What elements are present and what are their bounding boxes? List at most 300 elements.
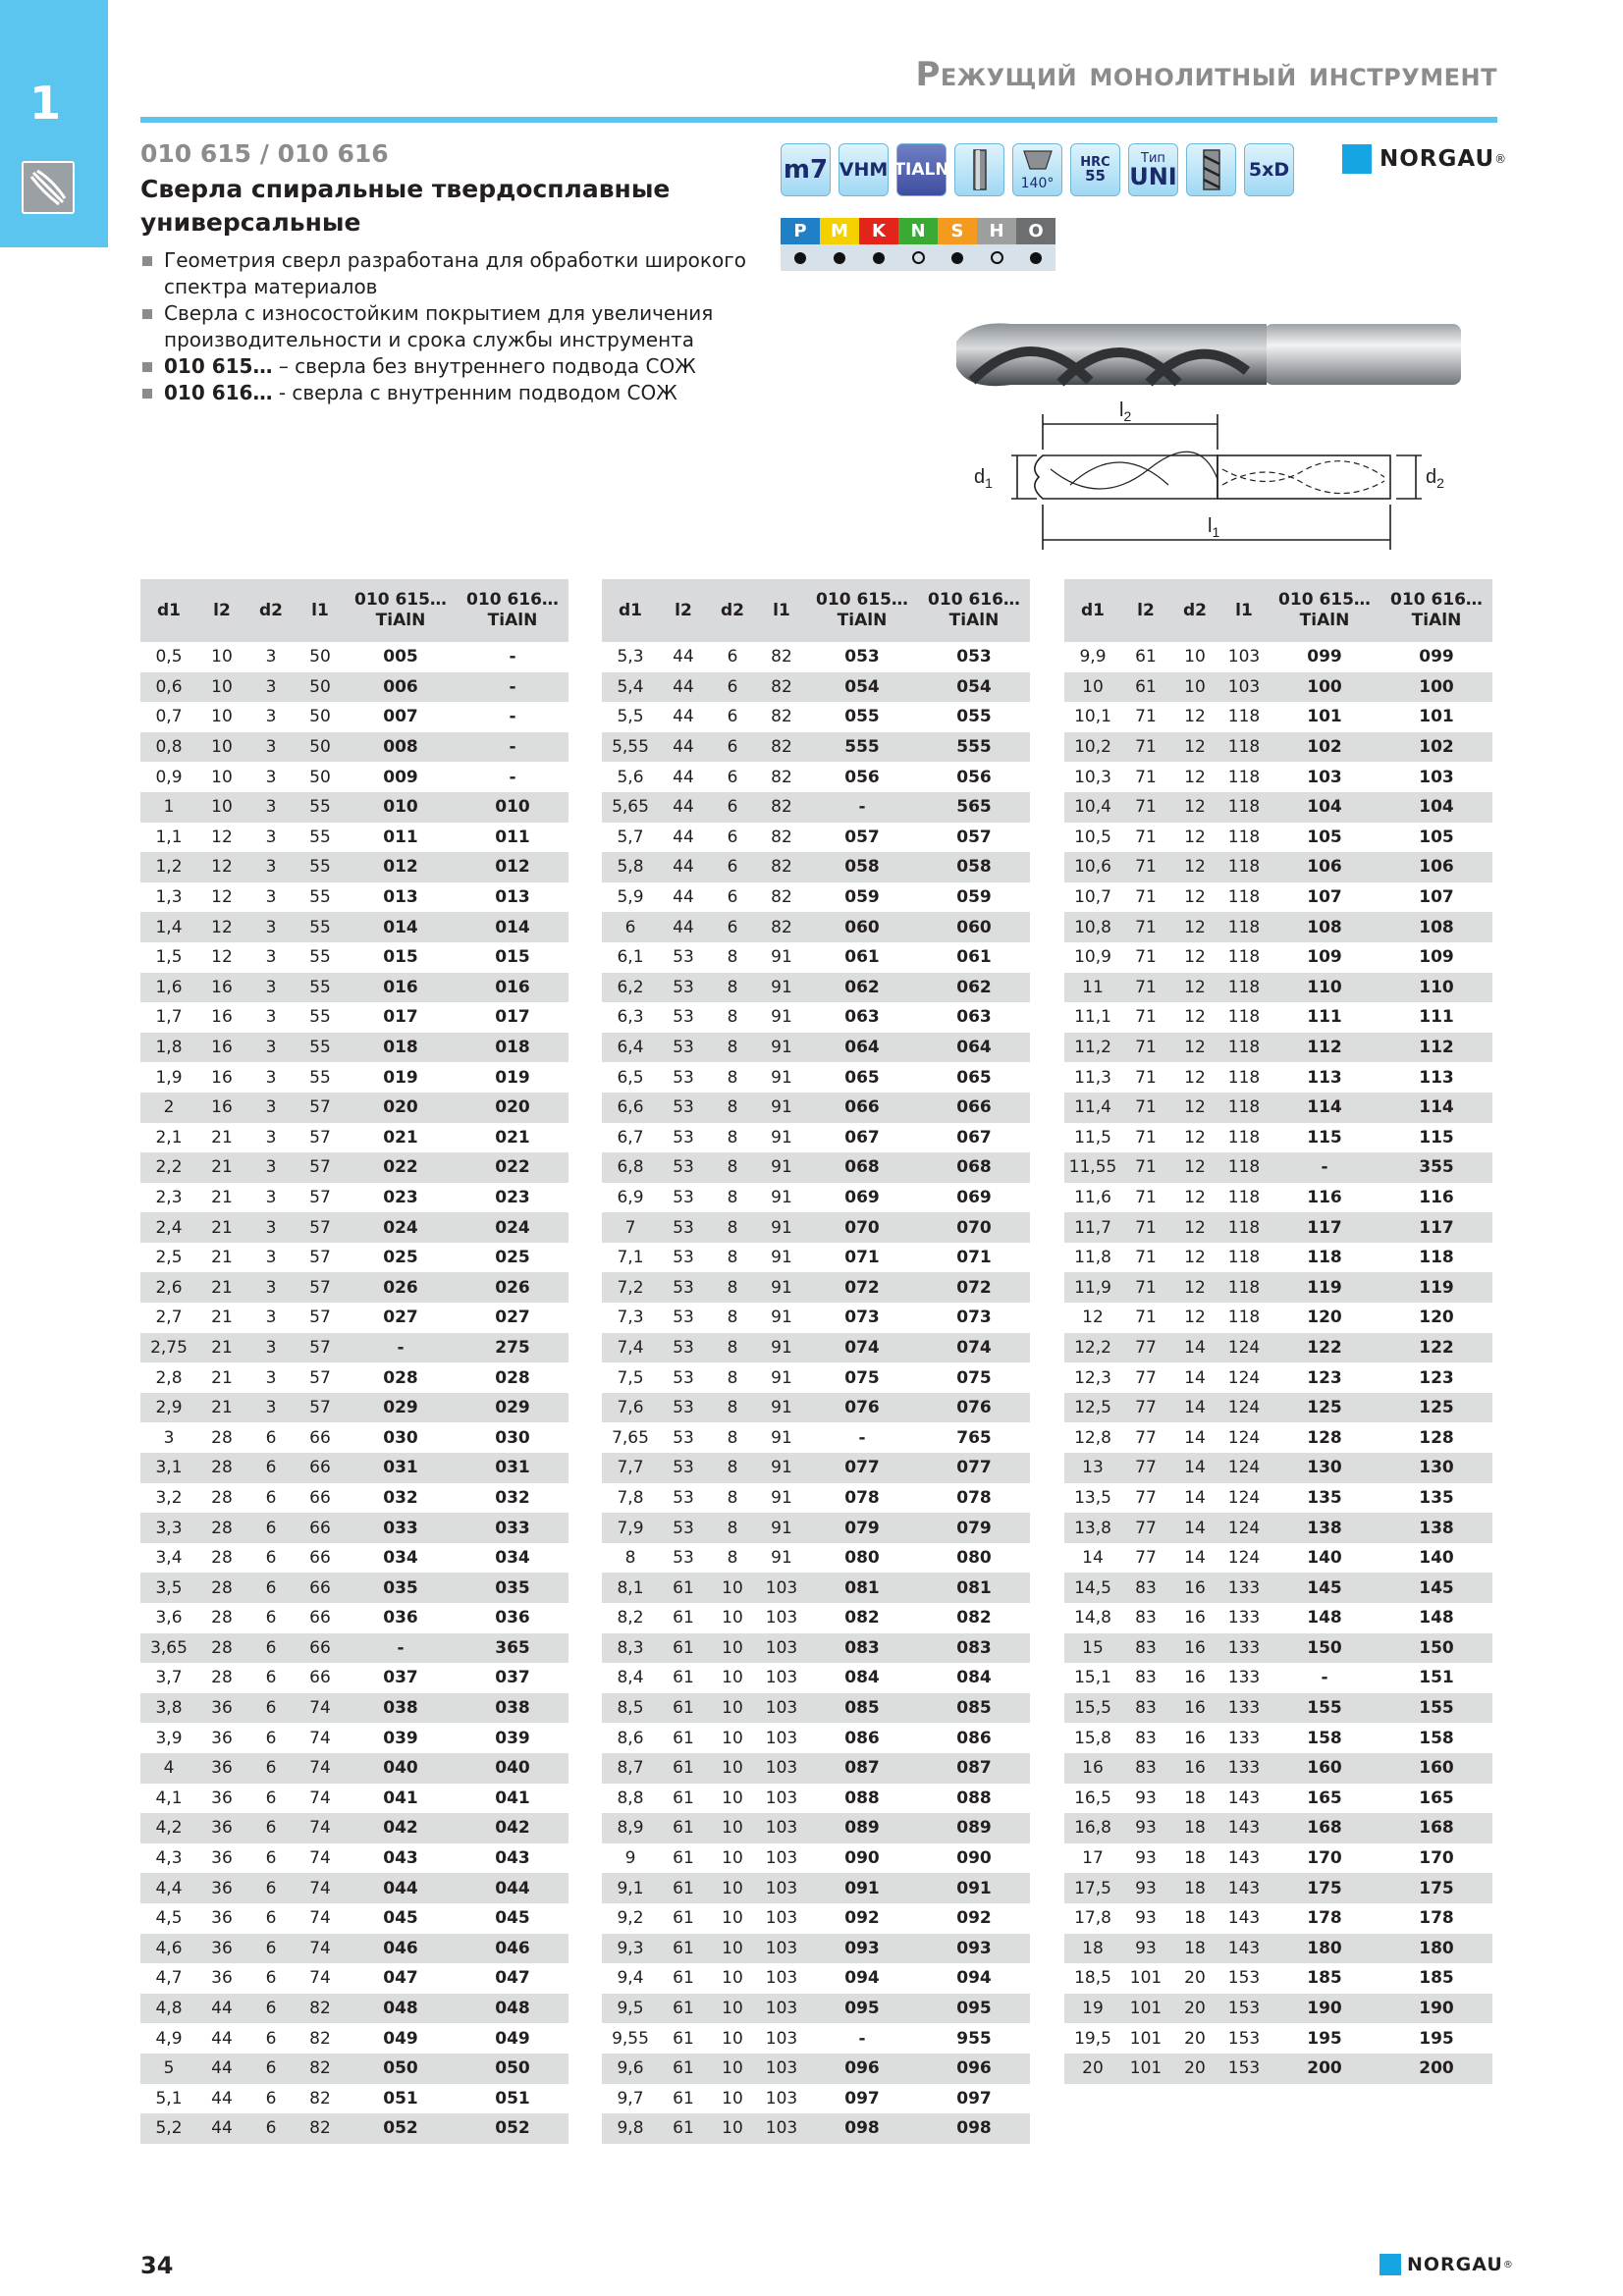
table-cell: 20: [1184, 1968, 1206, 1989]
table-cell: 046: [457, 1934, 568, 1964]
table-cell: 6: [727, 647, 738, 667]
table-cell: 051: [383, 2088, 418, 2109]
table-cell: 153: [1219, 2054, 1269, 2084]
table-cell: 12: [1170, 732, 1219, 763]
table-cell: 93: [1121, 1873, 1170, 1903]
table-cell: 118: [1227, 1248, 1261, 1268]
table-row: [140, 1513, 568, 1543]
table-cell: 056: [956, 767, 992, 787]
table-cell: 11,55: [1064, 1152, 1121, 1183]
table-cell: 035: [345, 1573, 457, 1603]
table-cell: 28: [197, 1573, 246, 1603]
table-cell: 16,8: [1064, 1813, 1121, 1843]
table-cell: 100: [1269, 672, 1380, 703]
table-cell: 6: [246, 1633, 296, 1664]
table-cell: 16: [1170, 1753, 1219, 1784]
table-row: [602, 1633, 1030, 1664]
table-cell: 5,6: [617, 767, 644, 787]
table-cell: 089: [918, 1813, 1030, 1843]
table-cell: 103: [757, 1813, 806, 1843]
col-d1: d1: [1064, 579, 1121, 642]
table-cell: 3,5: [140, 1573, 197, 1603]
table-cell: -: [1321, 1668, 1328, 1688]
table-cell: 101: [1121, 1994, 1170, 2024]
table-cell: 93: [1135, 1848, 1157, 1869]
table-cell: 10: [722, 1788, 743, 1808]
table-cell: 041: [495, 1788, 530, 1808]
table-cell: 112: [1269, 1033, 1380, 1063]
table-cell: 77: [1121, 1453, 1170, 1483]
table-cell: 103: [765, 1668, 798, 1688]
table-cell: 053: [956, 647, 992, 667]
table-cell: 150: [1269, 1633, 1380, 1664]
table-cell: 133: [1227, 1668, 1261, 1688]
table-row: [602, 1183, 1030, 1213]
table-cell: 099: [1307, 647, 1342, 667]
table-cell: 200: [1380, 2054, 1492, 2084]
table-row: [140, 1633, 568, 1664]
table-cell: 8,8: [617, 1788, 644, 1808]
table-row: [602, 1873, 1030, 1903]
table-cell: 6: [246, 1573, 296, 1603]
table-cell: 91: [757, 1212, 806, 1243]
table-cell: 076: [918, 1393, 1030, 1423]
table-cell: 66: [309, 1668, 331, 1688]
l1-label: $l_1$: [1208, 515, 1220, 540]
table-cell: 71: [1135, 1007, 1157, 1028]
table-row: [602, 2113, 1030, 2144]
table-cell: 096: [918, 2054, 1030, 2084]
table-row: [602, 792, 1030, 823]
table-cell: 36: [211, 1728, 233, 1748]
material-suitability-cell: [977, 244, 1016, 271]
table-cell: 6: [265, 2088, 277, 2109]
type-badge: [1128, 143, 1178, 196]
table-cell: 44: [673, 887, 694, 908]
table-row: [1064, 882, 1492, 913]
table-row: [602, 1422, 1030, 1453]
table-cell: 045: [383, 1908, 418, 1929]
feature-item: 010 616… - сверла с внутренним подводом СОЖ: [140, 380, 749, 406]
table-cell: 10: [1184, 647, 1206, 667]
table-row: [1064, 792, 1492, 823]
table-cell: 043: [495, 1848, 530, 1869]
table-cell: 6: [265, 1848, 277, 1869]
table-cell: 82: [296, 2054, 345, 2084]
table-cell: 71: [1121, 973, 1170, 1003]
table-cell: 1,2: [140, 852, 197, 882]
table-cell: 6: [246, 1453, 296, 1483]
table-cell: 7,9: [602, 1513, 659, 1543]
table-cell: 135: [1419, 1487, 1454, 1508]
table-cell: 122: [1380, 1333, 1492, 1363]
table-row: [140, 823, 568, 853]
table-cell: 072: [918, 1272, 1030, 1303]
table-cell: 072: [806, 1272, 918, 1303]
table-row: [602, 1693, 1030, 1724]
table-cell: 158: [1307, 1728, 1342, 1748]
table-cell: 087: [918, 1753, 1030, 1784]
table-cell: 61: [659, 1873, 708, 1903]
table-cell: 14: [1170, 1333, 1219, 1363]
table-cell: 133: [1219, 1693, 1269, 1724]
table-row: [140, 702, 568, 732]
col-l2: l2: [197, 579, 246, 642]
table-cell: 0,9: [155, 767, 183, 787]
drill-category-icon: [22, 161, 75, 214]
table-cell: 013: [495, 887, 530, 908]
table-cell: 140: [1419, 1548, 1454, 1569]
drill-table-3: [1064, 579, 1492, 2084]
table-row: [1064, 1603, 1492, 1633]
table-cell: 28: [197, 1513, 246, 1543]
table-row: [1064, 1843, 1492, 1874]
table-cell: 74: [309, 1728, 331, 1748]
table-row: [602, 1843, 1030, 1874]
table-cell: 019: [383, 1067, 418, 1088]
table-cell: 059: [956, 887, 992, 908]
table-cell: 6: [727, 767, 738, 787]
hardness-badge: [1070, 143, 1120, 196]
bullet-square-icon: [142, 256, 152, 266]
table-cell: 16: [1184, 1608, 1206, 1629]
table-cell: 71: [1135, 1127, 1157, 1148]
table-cell: 10: [722, 1968, 743, 1989]
table-cell: 61: [1121, 672, 1170, 703]
table-cell: 6: [265, 1908, 277, 1929]
table-cell: 060: [806, 912, 918, 942]
table-cell: 2,7: [155, 1308, 183, 1328]
table-cell: 073: [844, 1308, 880, 1328]
table-cell: 3: [246, 973, 296, 1003]
table-cell: 74: [296, 1873, 345, 1903]
table-cell: 36: [211, 1968, 233, 1989]
table-cell: 110: [1380, 973, 1492, 1003]
table-cell: 61: [673, 1608, 694, 1629]
table-header-row: [140, 579, 568, 642]
table-cell: 50: [309, 767, 331, 787]
table-cell: 91: [771, 1187, 792, 1207]
table-cell: 4,3: [155, 1848, 183, 1869]
table-cell: 12: [1184, 887, 1206, 908]
material-suitability-cell: [898, 244, 938, 271]
table-cell: 66: [309, 1548, 331, 1569]
table-cell: 3: [265, 1007, 277, 1028]
table-cell: 138: [1269, 1513, 1380, 1543]
table-cell: 10: [197, 792, 246, 823]
table-cell: 11,7: [1064, 1212, 1121, 1243]
table-cell: 16: [1170, 1573, 1219, 1603]
product-code: 010 615 / 010 616: [140, 139, 389, 168]
table-cell: 123: [1307, 1367, 1342, 1388]
table-cell: 91: [757, 1272, 806, 1303]
table-cell: 081: [918, 1573, 1030, 1603]
table-cell: 103: [1419, 767, 1454, 787]
table-cell: 83: [1135, 1728, 1157, 1748]
table-cell: 151: [1419, 1668, 1454, 1688]
table-cell: 6: [265, 1608, 277, 1629]
table-cell: 081: [806, 1573, 918, 1603]
table-cell: 153: [1227, 1968, 1261, 1989]
table-cell: 8: [708, 1033, 757, 1063]
table-cell: 097: [956, 2088, 992, 2109]
table-cell: 028: [383, 1367, 418, 1388]
table-cell: 118: [1227, 827, 1261, 847]
table-cell: 6: [708, 912, 757, 942]
table-cell: 057: [956, 827, 992, 847]
table-row: [602, 942, 1030, 973]
table-row: [1064, 973, 1492, 1003]
col-010616: 010 616… TiAlN: [457, 579, 568, 642]
table-cell: 6: [246, 1693, 296, 1724]
table-cell: 77: [1121, 1333, 1170, 1363]
hardness-value: 55: [1085, 167, 1106, 185]
table-cell: 025: [495, 1248, 530, 1268]
table-cell: 74: [309, 1848, 331, 1869]
table-cell: 103: [757, 1633, 806, 1664]
table-cell: 175: [1380, 1873, 1492, 1903]
bullet-square-icon: [142, 389, 152, 399]
table-cell: 16: [211, 1067, 233, 1088]
table-cell: 71: [1121, 852, 1170, 882]
table-row: [1064, 823, 1492, 853]
table-cell: 10: [211, 767, 233, 787]
table-cell: 18: [1170, 1813, 1219, 1843]
table-cell: 168: [1269, 1813, 1380, 1843]
table-row: [140, 1843, 568, 1874]
table-cell: 118: [1227, 1187, 1261, 1207]
table-cell: 44: [211, 2088, 233, 2109]
table-cell: 078: [956, 1487, 992, 1508]
table-cell: 3: [246, 852, 296, 882]
col-010616: 010 616… TiAlN: [1380, 579, 1492, 642]
table-cell: 11,1: [1074, 1007, 1111, 1028]
table-cell: 53: [659, 1333, 708, 1363]
material-suitability-cell: [859, 244, 898, 271]
table-cell: 029: [345, 1393, 457, 1423]
table-row: [1064, 1994, 1492, 2024]
table-cell: 038: [457, 1693, 568, 1724]
table-row: [140, 2023, 568, 2054]
table-header-row: [602, 579, 1030, 642]
table-cell: 037: [495, 1668, 530, 1688]
table-cell: 8: [708, 1333, 757, 1363]
table-cell: 8: [708, 1272, 757, 1303]
table-row: [602, 732, 1030, 763]
table-cell: 0,8: [140, 732, 197, 763]
col-l1: l1: [296, 579, 345, 642]
table-cell: 50: [309, 647, 331, 667]
table-cell: 91: [771, 1367, 792, 1388]
table-cell: 50: [296, 732, 345, 763]
table-cell: 124: [1219, 1453, 1269, 1483]
table-cell: 15: [1064, 1633, 1121, 1664]
table-cell: 042: [345, 1813, 457, 1843]
table-cell: 165: [1419, 1788, 1454, 1808]
table-row: [140, 1183, 568, 1213]
table-cell: 124: [1227, 1427, 1261, 1448]
table-cell: 032: [495, 1487, 530, 1508]
table-cell: 74: [296, 1753, 345, 1784]
table-cell: 087: [806, 1753, 918, 1784]
table-cell: 83: [1135, 1608, 1157, 1629]
d1-label: $d_1$: [974, 466, 993, 491]
type-label: Тип: [1141, 150, 1165, 166]
table-cell: 101: [1121, 2054, 1170, 2084]
table-cell: 122: [1269, 1333, 1380, 1363]
table-cell: 020: [345, 1093, 457, 1123]
table-cell: 6: [727, 827, 738, 847]
table-cell: 3: [246, 1152, 296, 1183]
table-cell: 61: [673, 1728, 694, 1748]
table-cell: 57: [296, 1393, 345, 1423]
table-cell: 18: [1184, 1848, 1206, 1869]
table-cell: 71: [1135, 887, 1157, 908]
table-cell: 165: [1307, 1788, 1342, 1808]
table-cell: 91: [757, 1513, 806, 1543]
table-row: [1064, 2023, 1492, 2054]
table-cell: 118: [1227, 707, 1261, 727]
table-cell: 066: [918, 1093, 1030, 1123]
table-cell: 82: [309, 2028, 331, 2049]
table-cell: 6,4: [602, 1033, 659, 1063]
table-cell: 12,5: [1064, 1393, 1121, 1423]
table-cell: 74: [296, 1693, 345, 1724]
table-cell: 8: [727, 1067, 738, 1088]
table-cell: 071: [956, 1248, 992, 1268]
drill-table-2: [602, 579, 1030, 2144]
table-cell: 118: [1219, 852, 1269, 882]
table-cell: 050: [457, 2054, 568, 2084]
table-cell: 8: [727, 1367, 738, 1388]
table-cell: 93: [1135, 1788, 1157, 1808]
table-cell: 91: [757, 973, 806, 1003]
table-cell: 031: [345, 1453, 457, 1483]
table-cell: 052: [345, 2113, 457, 2144]
table-cell: 55: [296, 973, 345, 1003]
table-cell: 3: [265, 947, 277, 968]
table-cell: 4,2: [140, 1813, 197, 1843]
table-cell: 023: [495, 1187, 530, 1207]
table-cell: 143: [1227, 1908, 1261, 1929]
table-cell: 133: [1227, 1608, 1261, 1629]
table-cell: 83: [1121, 1693, 1170, 1724]
table-cell: 57: [309, 1308, 331, 1328]
table-cell: 21: [197, 1272, 246, 1303]
table-cell: 36: [211, 1908, 233, 1929]
material-group-marks: [781, 244, 1055, 271]
table-cell: 555: [806, 732, 918, 763]
table-cell: 100: [1380, 672, 1492, 703]
table-cell: 6: [708, 852, 757, 882]
table-cell: 10,8: [1064, 912, 1121, 942]
table-row: [602, 852, 1030, 882]
table-cell: 275: [457, 1333, 568, 1363]
table-cell: 12: [1170, 1152, 1219, 1183]
table-cell: 74: [309, 1968, 331, 1989]
table-cell: 10: [708, 1693, 757, 1724]
table-cell: 041: [383, 1788, 418, 1808]
table-cell: 005: [383, 647, 418, 667]
table-cell: 10,3: [1074, 767, 1111, 787]
table-cell: 103: [765, 1908, 798, 1929]
table-cell: 178: [1307, 1908, 1342, 1929]
point-angle-value: 140°: [1020, 176, 1055, 191]
table-cell: 063: [844, 1007, 880, 1028]
table-cell: 57: [296, 1333, 345, 1363]
table-cell: 12: [1184, 1308, 1206, 1328]
table-cell: 3,9: [155, 1728, 183, 1748]
table-cell: 14: [1170, 1453, 1219, 1483]
table-cell: 21: [211, 1308, 233, 1328]
table-cell: 2,75: [140, 1333, 197, 1363]
table-cell: 032: [383, 1487, 418, 1508]
table-cell: 10,5: [1074, 827, 1111, 847]
table-cell: 2,4: [140, 1212, 197, 1243]
table-cell: 17: [1082, 1848, 1104, 1869]
table-row: [1064, 1934, 1492, 1964]
table-cell: 10: [708, 1813, 757, 1843]
table-cell: 6: [265, 1788, 277, 1808]
table-cell: 120: [1419, 1308, 1454, 1328]
table-cell: 12: [211, 887, 233, 908]
table-cell: 105: [1307, 827, 1342, 847]
table-cell: 10,7: [1074, 887, 1111, 908]
table-cell: 103: [765, 1728, 798, 1748]
table-cell: 096: [806, 2054, 918, 2084]
table-cell: 16: [1170, 1633, 1219, 1664]
table-cell: 66: [296, 1453, 345, 1483]
table-cell: 039: [383, 1728, 418, 1748]
flute-icon: [1186, 143, 1236, 196]
table-row: [602, 1333, 1030, 1363]
table-cell: 10: [1064, 672, 1121, 703]
table-cell: 77: [1135, 1487, 1157, 1508]
table-cell: 168: [1380, 1813, 1492, 1843]
table-cell: 365: [457, 1633, 568, 1664]
table-cell: -: [345, 1633, 457, 1664]
table-cell: 8: [727, 1248, 738, 1268]
table-cell: 091: [806, 1873, 918, 1903]
table-cell: 101: [1129, 1968, 1163, 1989]
table-cell: 076: [806, 1393, 918, 1423]
table-row: [140, 1272, 568, 1303]
table-cell: 4,4: [140, 1873, 197, 1903]
table-row: [1064, 1002, 1492, 1033]
table-row: [602, 1543, 1030, 1574]
chapter-tab: [0, 0, 108, 247]
table-cell: 5,4: [602, 672, 659, 703]
table-cell: 44: [659, 912, 708, 942]
table-cell: 74: [296, 1813, 345, 1843]
table-cell: 7,3: [617, 1308, 644, 1328]
table-row: [602, 1513, 1030, 1543]
table-cell: 1,7: [155, 1007, 183, 1028]
table-cell: 91: [771, 1127, 792, 1148]
table-cell: 6: [602, 912, 659, 942]
material-group-label: P: [781, 218, 820, 244]
table-cell: 61: [659, 1813, 708, 1843]
drill-table-1: [140, 579, 568, 2144]
table-row: [602, 1123, 1030, 1153]
table-row: [140, 1243, 568, 1273]
table-cell: 098: [806, 2113, 918, 2144]
table-cell: 74: [296, 1934, 345, 1964]
table-cell: 118: [1227, 887, 1261, 908]
table-cell: 3,3: [140, 1513, 197, 1543]
table-cell: 61: [659, 1693, 708, 1724]
table-cell: 93: [1135, 1908, 1157, 1929]
